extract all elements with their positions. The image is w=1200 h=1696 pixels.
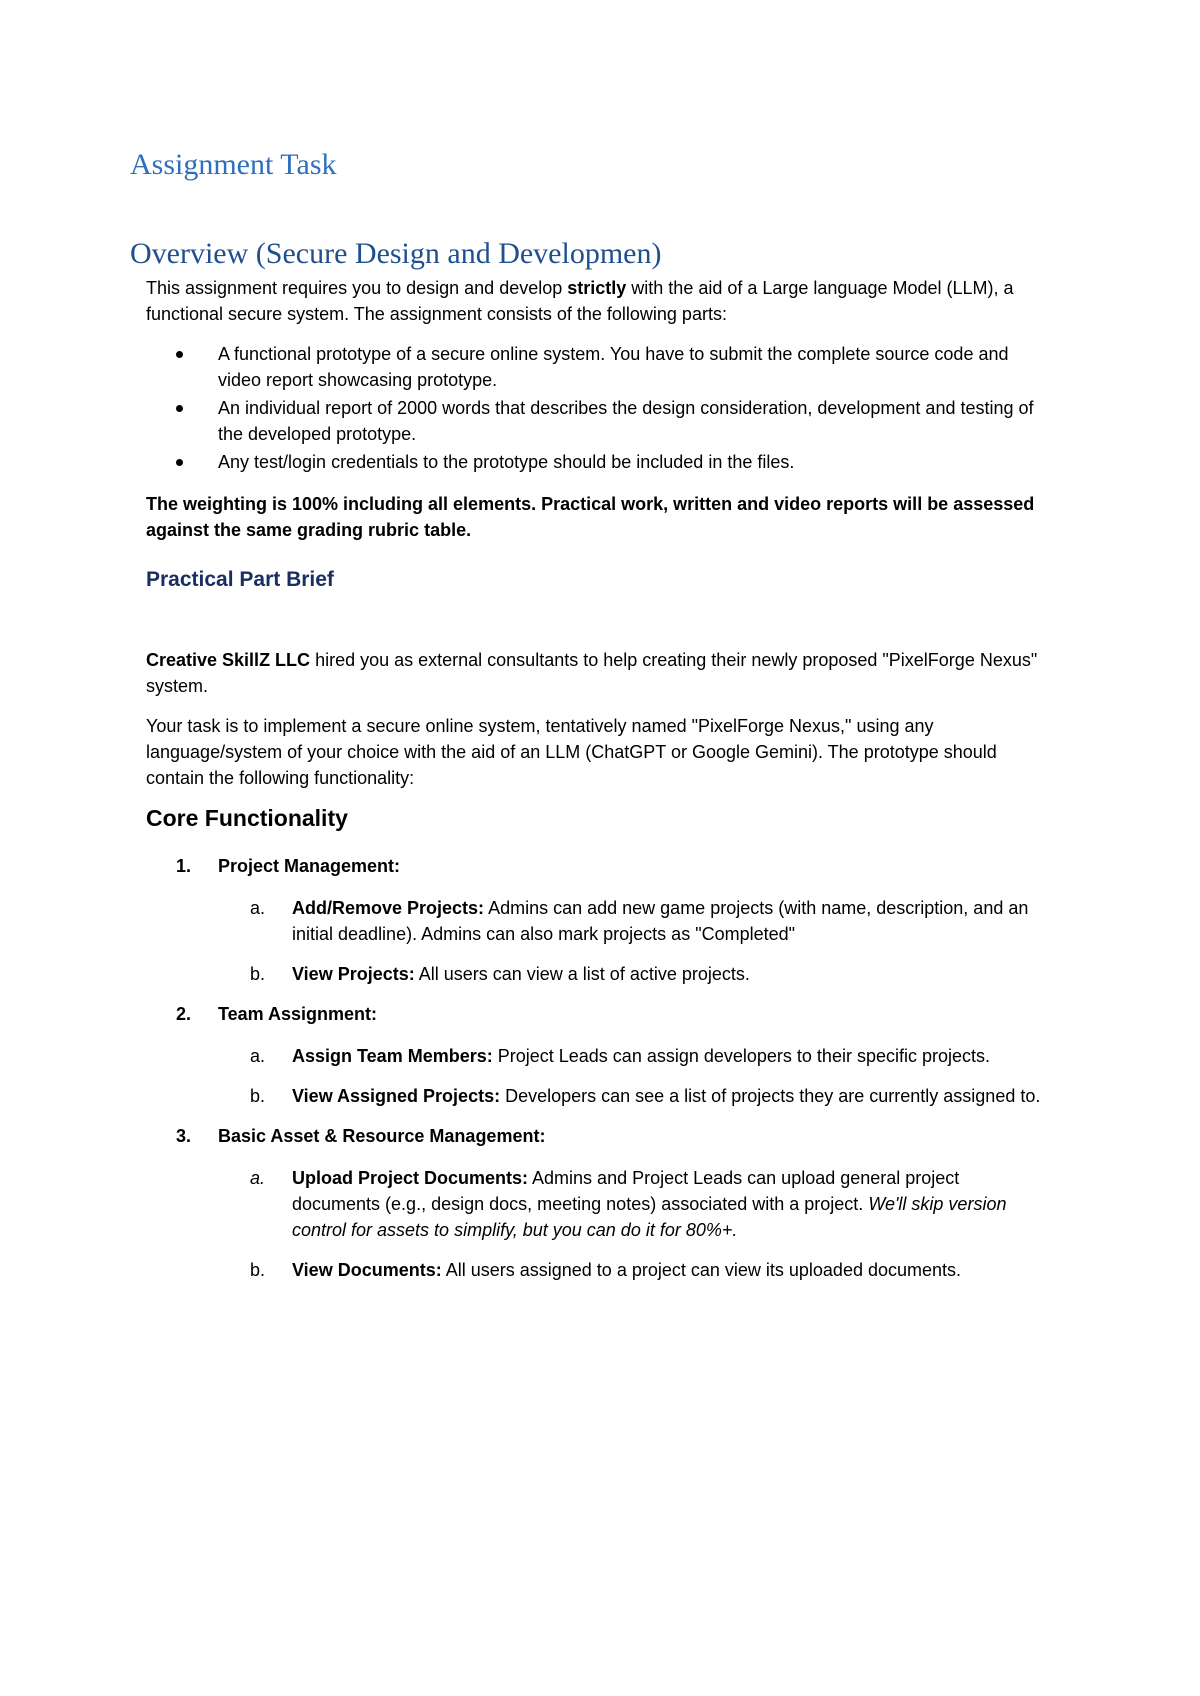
sub-item-text: Admins can add new game projects (with name, description, and an initial deadline). Admins can also mark projects as "Completed"	[292, 898, 1029, 944]
core-functionality-heading: Core Functionality	[146, 805, 348, 831]
section-number: 2.	[176, 1004, 192, 1024]
practical-heading: Practical Part Brief	[146, 568, 334, 591]
sub-item	[146, 1083, 1050, 1109]
sub-item-text: Project Leads can assign developers to their specific projects.	[492, 1046, 990, 1066]
sub-item-term: Assign Team Members:	[292, 1046, 493, 1066]
sub-item	[146, 1165, 1050, 1243]
list-item-text: Any test/login credentials to the prototype should be included in the files.	[218, 452, 795, 472]
parts-list	[146, 341, 1050, 475]
sub-item-letter: a.	[250, 898, 266, 918]
sub-item-term: View Assigned Projects:	[292, 1086, 501, 1106]
sub-item	[146, 1257, 1050, 1283]
sub-item	[146, 1043, 1050, 1069]
bullet-icon	[176, 405, 183, 412]
sub-item-italic-note: We'll skip version control for assets to simplify, but you can do it for 80%+.	[292, 1194, 1007, 1240]
bullet-icon	[176, 459, 183, 466]
document-title: Assignment Task	[130, 148, 337, 181]
sub-item-letter: b.	[250, 1086, 266, 1106]
client-name: Creative SkillZ LLC	[146, 650, 311, 670]
sub-item-text: Admins and Project Leads can upload general project documents (e.g., design docs, meeting notes) associated with a project.	[292, 1168, 960, 1214]
task-paragraph: Your task is to implement a secure online system, tentatively named "PixelForge Nexus," using any language/system of your choice with the aid of an LLM (ChatGPT or Google Gemini). The prototype should contain the following functionality:	[146, 716, 997, 788]
section-heading	[146, 1123, 1050, 1149]
list-item-text: An individual report of 2000 words that describes the design consideration, development and testing of the developed prototype.	[218, 398, 1034, 444]
sub-item-text: All users can view a list of active projects.	[414, 964, 750, 984]
list-item	[146, 395, 1050, 447]
document-body	[130, 275, 1050, 1283]
section-title: Team Assignment:	[218, 1004, 378, 1024]
section-title: Basic Asset & Resource Management:	[218, 1126, 546, 1146]
sub-item-letter: a.	[250, 1168, 266, 1188]
bullet-icon	[176, 351, 183, 358]
overview-heading: Overview (Secure Design and Developmen)	[130, 237, 662, 270]
sub-item-term: View Projects:	[292, 964, 415, 984]
client-paragraph	[146, 647, 1050, 699]
sub-item-letter: b.	[250, 1260, 266, 1280]
list-item	[146, 449, 1050, 475]
section-heading	[146, 1001, 1050, 1027]
sub-item-text: Developers can see a list of projects they are currently assigned to.	[500, 1086, 1041, 1106]
section-title: Project Management:	[218, 856, 401, 876]
section-heading	[146, 853, 1050, 879]
list-item	[146, 341, 1050, 393]
section-number: 3.	[176, 1126, 192, 1146]
intro-text-bold: strictly	[567, 278, 627, 298]
sub-item-term: View Documents:	[292, 1260, 442, 1280]
intro-text-start: This assignment requires you to design and develop	[146, 278, 568, 298]
intro-text-end: with the aid of a Large language Model (LLM), a functional secure system. The assignment consists of the following parts:	[146, 278, 1014, 324]
sub-item	[146, 961, 1050, 987]
section-number: 1.	[176, 856, 192, 876]
weighting-note: The weighting is 100% including all elements. Practical work, written and video reports will be assessed against the same grading rubric table.	[146, 494, 1035, 540]
sub-item-letter: a.	[250, 1046, 266, 1066]
sub-item	[146, 895, 1050, 947]
overview-intro	[146, 275, 1050, 327]
list-item-text: A functional prototype of a secure online system. You have to submit the complete source code and video report showcasing prototype.	[218, 344, 1009, 390]
client-text: hired you as external consultants to help creating their newly proposed "PixelForge Nexus" system.	[146, 650, 1038, 696]
sub-item-term: Upload Project Documents:	[292, 1168, 529, 1188]
sub-item-text: All users assigned to a project can view its uploaded documents.	[441, 1260, 962, 1280]
sub-item-letter: b.	[250, 964, 266, 984]
sub-item-term: Add/Remove Projects:	[292, 898, 485, 918]
